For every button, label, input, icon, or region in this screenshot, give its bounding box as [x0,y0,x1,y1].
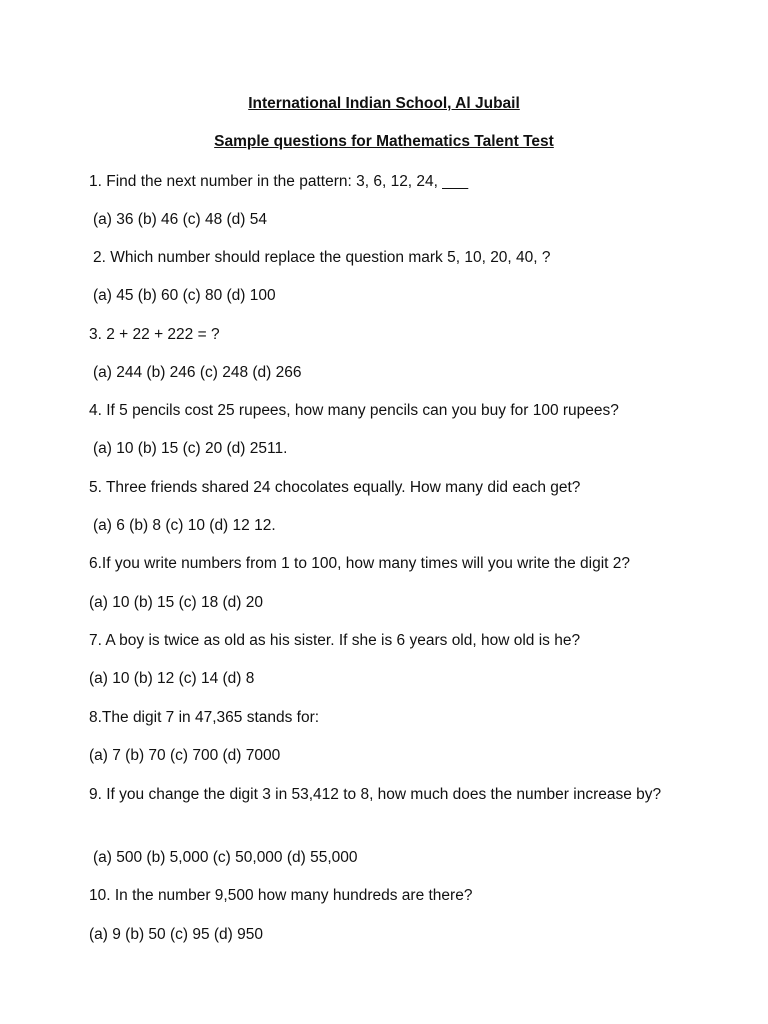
question-6-options: (a) 10 (b) 15 (c) 18 (d) 20 [89,594,264,611]
question-2-options: (a) 45 (b) 60 (c) 80 (d) 100 [93,287,276,304]
school-title: International Indian School, Al Jubail [248,95,520,112]
question-3-options: (a) 244 (b) 246 (c) 248 (d) 266 [93,364,302,381]
question-10: 10. In the number 9,500 how many hundreds are there? [89,887,473,904]
question-4-options: (a) 10 (b) 15 (c) 20 (d) 2511. [93,440,288,457]
question-7-options: (a) 10 (b) 12 (c) 14 (d) 8 [89,670,255,687]
question-3: 3. 2 + 22 + 222 = ? [89,326,220,343]
question-9: 9. If you change the digit 3 in 53,412 to 8, how much does the number increase by? [89,786,662,803]
test-heading: Sample questions for Mathematics Talent Test [214,133,554,150]
question-8-options: (a) 7 (b) 70 (c) 700 (d) 7000 [89,747,281,764]
question-6: 6.If you write numbers from 1 to 100, how many times will you write the digit 2? [89,555,631,572]
question-8: 8.The digit 7 in 47,365 stands for: [89,709,320,726]
question-5: 5. Three friends shared 24 chocolates equally. How many did each get? [89,479,581,496]
question-5-options: (a) 6 (b) 8 (c) 10 (d) 12 12. [93,517,276,534]
question-9-options: (a) 500 (b) 5,000 (c) 50,000 (d) 55,000 [93,849,358,866]
question-1: 1. Find the next number in the pattern: 3, 6, 12, 24, ___ [89,173,469,190]
question-10-options: (a) 9 (b) 50 (c) 95 (d) 950 [89,926,264,943]
question-7: 7. A boy is twice as old as his sister. If she is 6 years old, how old is he? [89,632,581,649]
question-1-options: (a) 36 (b) 46 (c) 48 (d) 54 [93,211,268,228]
question-4: 4. If 5 pencils cost 25 rupees, how many pencils can you buy for 100 rupees? [89,402,619,419]
question-2: 2. Which number should replace the question mark 5, 10, 20, 40, ? [93,249,551,266]
